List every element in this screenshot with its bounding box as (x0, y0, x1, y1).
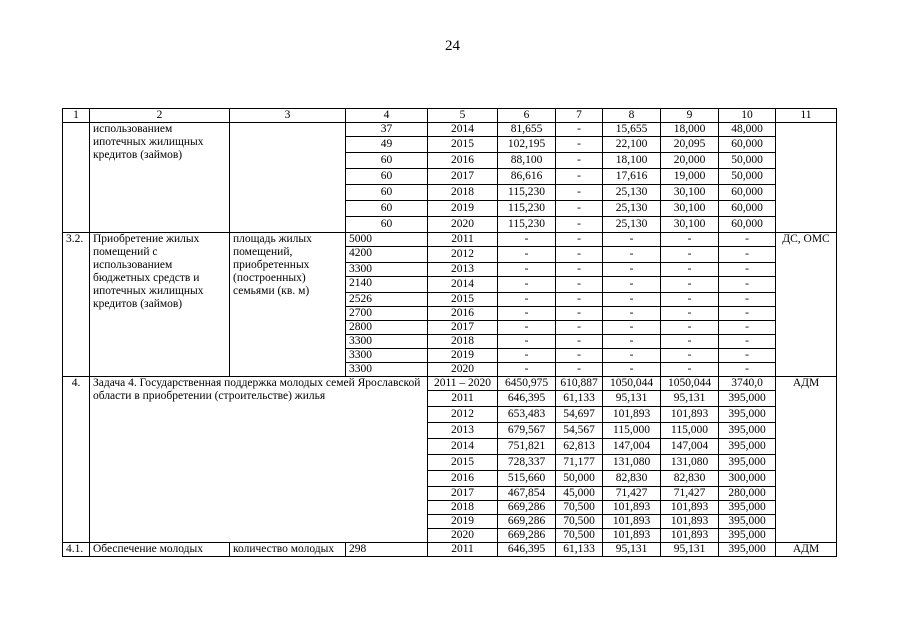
value-cell: 679,567 (498, 423, 556, 439)
indicator-value-cell: 60 (346, 217, 428, 233)
column-header: 9 (661, 109, 719, 123)
year-cell: 2011 (428, 391, 498, 407)
value-cell: 101,893 (603, 529, 661, 543)
value-cell: 280,000 (719, 487, 776, 501)
value-cell: - (719, 335, 776, 349)
value-cell: - (661, 293, 719, 307)
executor-cell: АДМ (776, 377, 837, 543)
value-cell: 60,000 (719, 201, 776, 217)
value-cell: - (719, 233, 776, 247)
value-cell: 102,195 (498, 137, 556, 153)
value-cell: - (719, 307, 776, 321)
indicator-cell: площадь жилых помещений, приобретенных (построенных) семьями (кв. м) (230, 233, 346, 377)
value-cell: 1050,044 (661, 377, 719, 391)
value-cell: 669,286 (498, 501, 556, 515)
value-cell: - (661, 335, 719, 349)
year-cell: 2017 (428, 169, 498, 185)
value-cell: 395,000 (719, 439, 776, 455)
value-cell: - (498, 307, 556, 321)
value-cell: 646,395 (498, 391, 556, 407)
year-cell: 2013 (428, 263, 498, 277)
year-cell: 2016 (428, 307, 498, 321)
value-cell: 25,130 (603, 201, 661, 217)
column-header: 1 (63, 109, 90, 123)
table-row (63, 377, 837, 391)
value-cell: 646,395 (498, 543, 556, 557)
year-cell: 2015 (428, 455, 498, 471)
value-cell: 54,697 (556, 407, 603, 423)
value-cell: - (603, 363, 661, 377)
indicator-value-cell: 49 (346, 137, 428, 153)
value-cell: 95,131 (661, 391, 719, 407)
executor-cell (776, 123, 837, 233)
value-cell: 101,893 (603, 407, 661, 423)
indicator-value-cell: 3300 (346, 349, 428, 363)
value-cell: - (661, 247, 719, 263)
value-cell: - (556, 307, 603, 321)
value-cell: 515,660 (498, 471, 556, 487)
measure-name-cell: Приобретение жилых помещений с использованием бюджетных средств и ипотечных жилищных кредитов (займов) (90, 233, 230, 377)
value-cell: 95,131 (661, 543, 719, 557)
value-cell: 50,000 (719, 169, 776, 185)
value-cell: - (603, 307, 661, 321)
year-cell: 2017 (428, 321, 498, 335)
value-cell: - (498, 349, 556, 363)
value-cell: 115,230 (498, 217, 556, 233)
value-cell: - (719, 349, 776, 363)
year-cell: 2019 (428, 349, 498, 363)
value-cell: - (556, 137, 603, 153)
value-cell: 147,004 (661, 439, 719, 455)
value-cell: - (498, 233, 556, 247)
value-cell: - (556, 185, 603, 201)
indicator-value-cell: 2800 (346, 321, 428, 335)
value-cell: 300,000 (719, 471, 776, 487)
value-cell: - (556, 217, 603, 233)
value-cell: - (556, 123, 603, 137)
value-cell: 101,893 (661, 407, 719, 423)
year-cell: 2019 (428, 201, 498, 217)
value-cell: 60,000 (719, 137, 776, 153)
value-cell: - (556, 321, 603, 335)
value-cell: - (556, 247, 603, 263)
column-header: 10 (719, 109, 776, 123)
value-cell: - (556, 335, 603, 349)
measure-name-cell: Обеспечение молодых (90, 543, 230, 557)
value-cell: 30,100 (661, 217, 719, 233)
indicator-value-cell: 2526 (346, 293, 428, 307)
indicator-value-cell: 60 (346, 153, 428, 169)
value-cell: - (719, 247, 776, 263)
indicator-value-cell: 60 (346, 201, 428, 217)
indicator-cell (230, 123, 346, 233)
value-cell: 728,337 (498, 455, 556, 471)
value-cell: - (603, 233, 661, 247)
year-cell: 2011 – 2020 (428, 377, 498, 391)
table-row (63, 123, 837, 137)
value-cell: 751,821 (498, 439, 556, 455)
value-cell: 45,000 (556, 487, 603, 501)
value-cell: 71,427 (603, 487, 661, 501)
executor-cell: АДМ (776, 543, 837, 557)
value-cell: 70,500 (556, 501, 603, 515)
value-cell: - (556, 169, 603, 185)
column-header: 3 (230, 109, 346, 123)
column-header: 6 (498, 109, 556, 123)
program-table (62, 108, 837, 557)
value-cell: 25,130 (603, 217, 661, 233)
value-cell: 54,567 (556, 423, 603, 439)
row-number-cell (63, 123, 90, 233)
value-cell: 81,655 (498, 123, 556, 137)
column-header: 11 (776, 109, 837, 123)
value-cell: - (556, 293, 603, 307)
table-row (63, 543, 837, 557)
indicator-value-cell: 3300 (346, 335, 428, 349)
value-cell: 60,000 (719, 217, 776, 233)
value-cell: - (719, 293, 776, 307)
value-cell: 6450,975 (498, 377, 556, 391)
value-cell: 1050,044 (603, 377, 661, 391)
value-cell: 101,893 (661, 501, 719, 515)
indicator-value-cell: 5000 (346, 233, 428, 247)
indicator-value-cell: 298 (346, 543, 428, 557)
value-cell: 95,131 (603, 543, 661, 557)
year-cell: 2020 (428, 363, 498, 377)
year-cell: 2018 (428, 335, 498, 349)
value-cell: 50,000 (719, 153, 776, 169)
year-cell: 2018 (428, 185, 498, 201)
indicator-value-cell: 2140 (346, 277, 428, 293)
value-cell: 25,130 (603, 185, 661, 201)
value-cell: - (661, 263, 719, 277)
value-cell: 115,230 (498, 201, 556, 217)
value-cell: - (556, 201, 603, 217)
year-cell: 2015 (428, 293, 498, 307)
value-cell: 101,893 (661, 515, 719, 529)
value-cell: - (661, 321, 719, 335)
year-cell: 2016 (428, 471, 498, 487)
value-cell: - (719, 277, 776, 293)
year-cell: 2016 (428, 153, 498, 169)
value-cell: 395,000 (719, 529, 776, 543)
indicator-value-cell: 60 (346, 185, 428, 201)
value-cell: 101,893 (603, 501, 661, 515)
column-header: 5 (428, 109, 498, 123)
value-cell: 30,100 (661, 201, 719, 217)
year-cell: 2011 (428, 543, 498, 557)
indicator-value-cell: 2700 (346, 307, 428, 321)
row-number-cell: 4. (63, 377, 90, 543)
value-cell: 101,893 (603, 515, 661, 529)
indicator-cell: количество молодых (230, 543, 346, 557)
value-cell: 30,100 (661, 185, 719, 201)
value-cell: - (556, 263, 603, 277)
task-name-cell: Задача 4. Государственная поддержка молодых семей Ярославской области в приобретении (строительстве) жилья (90, 377, 428, 543)
value-cell: 467,854 (498, 487, 556, 501)
value-cell: - (556, 153, 603, 169)
value-cell: - (603, 335, 661, 349)
executor-cell: ДС, ОМС (776, 233, 837, 377)
value-cell: - (603, 263, 661, 277)
column-header: 8 (603, 109, 661, 123)
value-cell: 18,000 (661, 123, 719, 137)
value-cell: 115,000 (661, 423, 719, 439)
table-row (63, 233, 837, 247)
value-cell: 17,616 (603, 169, 661, 185)
value-cell: 20,000 (661, 153, 719, 169)
value-cell: 115,000 (603, 423, 661, 439)
column-number-row (63, 109, 837, 123)
value-cell: - (661, 277, 719, 293)
value-cell: - (498, 263, 556, 277)
year-cell: 2015 (428, 137, 498, 153)
value-cell: 3740,0 (719, 377, 776, 391)
indicator-value-cell: 60 (346, 169, 428, 185)
value-cell: 653,483 (498, 407, 556, 423)
value-cell: - (603, 349, 661, 363)
year-cell: 2018 (428, 501, 498, 515)
year-cell: 2012 (428, 247, 498, 263)
value-cell: 82,830 (603, 471, 661, 487)
value-cell: 131,080 (661, 455, 719, 471)
column-header: 4 (346, 109, 428, 123)
indicator-value-cell: 3300 (346, 263, 428, 277)
value-cell: 19,000 (661, 169, 719, 185)
value-cell: 61,133 (556, 391, 603, 407)
value-cell: - (556, 277, 603, 293)
value-cell: 95,131 (603, 391, 661, 407)
value-cell: - (603, 321, 661, 335)
value-cell: 395,000 (719, 515, 776, 529)
year-cell: 2012 (428, 407, 498, 423)
year-cell: 2014 (428, 439, 498, 455)
year-cell: 2020 (428, 217, 498, 233)
value-cell: 101,893 (661, 529, 719, 543)
value-cell: 669,286 (498, 529, 556, 543)
value-cell: 115,230 (498, 185, 556, 201)
value-cell: 395,000 (719, 455, 776, 471)
column-header: 2 (90, 109, 230, 123)
value-cell: 71,427 (661, 487, 719, 501)
value-cell: 395,000 (719, 543, 776, 557)
value-cell: 82,830 (661, 471, 719, 487)
indicator-value-cell: 4200 (346, 247, 428, 263)
value-cell: - (661, 233, 719, 247)
indicator-value-cell: 3300 (346, 363, 428, 377)
value-cell: 131,080 (603, 455, 661, 471)
year-cell: 2014 (428, 277, 498, 293)
value-cell: 395,000 (719, 391, 776, 407)
year-cell: 2017 (428, 487, 498, 501)
value-cell: - (719, 263, 776, 277)
column-header: 7 (556, 109, 603, 123)
value-cell: 70,500 (556, 529, 603, 543)
value-cell: 88,100 (498, 153, 556, 169)
value-cell: - (719, 363, 776, 377)
value-cell: 50,000 (556, 471, 603, 487)
value-cell: 395,000 (719, 423, 776, 439)
year-cell: 2020 (428, 529, 498, 543)
value-cell: - (556, 349, 603, 363)
value-cell: 86,616 (498, 169, 556, 185)
value-cell: - (661, 349, 719, 363)
value-cell: - (556, 363, 603, 377)
value-cell: 61,133 (556, 543, 603, 557)
value-cell: - (556, 233, 603, 247)
row-number-cell: 3.2. (63, 233, 90, 377)
value-cell: - (719, 321, 776, 335)
value-cell: - (498, 293, 556, 307)
value-cell: - (661, 307, 719, 321)
year-cell: 2014 (428, 123, 498, 137)
value-cell: 147,004 (603, 439, 661, 455)
value-cell: 71,177 (556, 455, 603, 471)
value-cell: 62,813 (556, 439, 603, 455)
year-cell: 2013 (428, 423, 498, 439)
value-cell: 18,100 (603, 153, 661, 169)
value-cell: 60,000 (719, 185, 776, 201)
value-cell: - (498, 321, 556, 335)
year-cell: 2011 (428, 233, 498, 247)
value-cell: - (498, 277, 556, 293)
value-cell: 395,000 (719, 501, 776, 515)
value-cell: 70,500 (556, 515, 603, 529)
value-cell: 395,000 (719, 407, 776, 423)
value-cell: 20,095 (661, 137, 719, 153)
value-cell: 48,000 (719, 123, 776, 137)
value-cell: - (603, 293, 661, 307)
measure-name-cell: использованием ипотечных жилищных кредитов (займов) (90, 123, 230, 233)
value-cell: - (661, 363, 719, 377)
value-cell: - (603, 247, 661, 263)
value-cell: - (498, 335, 556, 349)
value-cell: - (603, 277, 661, 293)
value-cell: - (498, 247, 556, 263)
value-cell: 610,887 (556, 377, 603, 391)
value-cell: 22,100 (603, 137, 661, 153)
indicator-value-cell: 37 (346, 123, 428, 137)
value-cell: - (498, 363, 556, 377)
value-cell: 669,286 (498, 515, 556, 529)
page-number: 24 (445, 38, 460, 54)
year-cell: 2019 (428, 515, 498, 529)
row-number-cell: 4.1. (63, 543, 90, 557)
value-cell: 15,655 (603, 123, 661, 137)
